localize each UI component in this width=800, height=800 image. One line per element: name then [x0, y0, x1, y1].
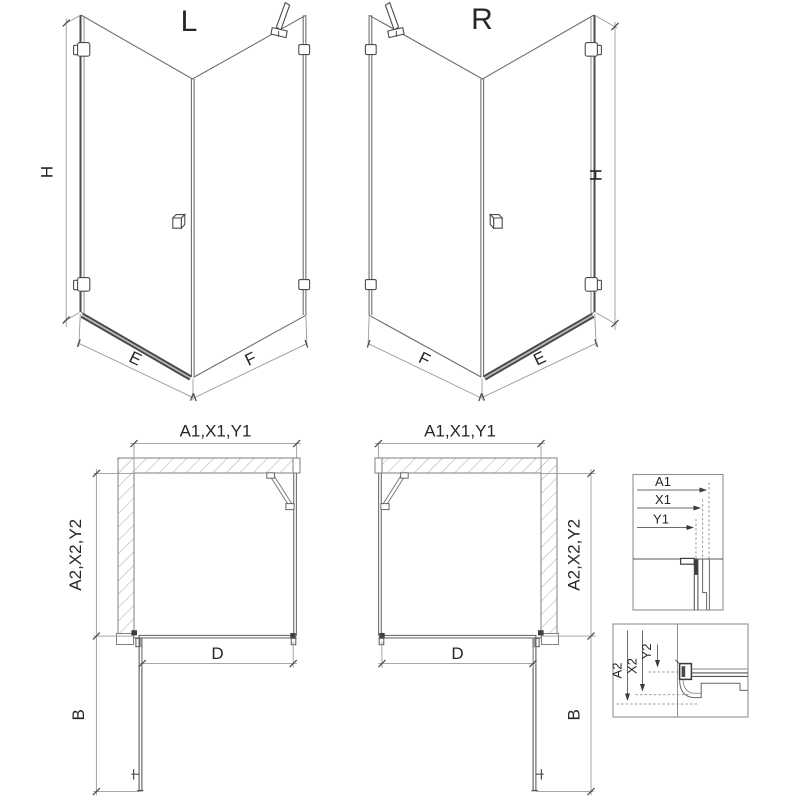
dim-label-h-right: H: [586, 168, 606, 182]
dim-label-a2x2y2-left: A2,X2,Y2: [66, 518, 85, 591]
wall-bracket-top: [365, 45, 376, 55]
glass-clamp: [680, 664, 692, 680]
corner-mark: [379, 633, 384, 638]
dim-label-b-right: B: [564, 709, 584, 721]
dim-label-a1x1y1-right: A1,X1,Y1: [424, 421, 496, 441]
wall-bracket-bottom: [365, 280, 376, 290]
detail-tray-profile: [610, 624, 749, 717]
wall-profile-end: [375, 458, 382, 473]
detail-label-y2: Y2: [639, 643, 654, 660]
wall-bracket-top: [299, 45, 310, 55]
hinge-mark: [538, 630, 544, 635]
detail-label-a1: A1: [655, 474, 671, 489]
view-label-left: L: [180, 5, 198, 38]
detail-wall-profile: [633, 474, 723, 610]
door-handle: [173, 215, 185, 229]
dim-label-f-left: F: [241, 348, 260, 370]
dim-label-f-right: F: [415, 348, 434, 370]
detail-label-y1: Y1: [653, 511, 669, 527]
wall-profile-end: [293, 458, 300, 473]
wall-foot-profile: [117, 634, 134, 645]
dim-label-b-left: B: [69, 709, 88, 721]
detail-label-x1: X1: [655, 492, 671, 507]
corner-mark: [290, 633, 295, 638]
view-label-right: R: [471, 3, 493, 36]
dim-label-d-left: D: [211, 643, 224, 663]
wall-foot-profile: [542, 634, 559, 645]
dim-label-e-right: E: [530, 347, 549, 370]
detail-label-x2: X2: [624, 658, 640, 674]
door-handle: [490, 215, 502, 229]
wall-bracket-bottom: [299, 280, 310, 290]
dim-label-e-left: E: [126, 347, 145, 370]
dim-label-d-right: D: [451, 643, 464, 663]
dim-label-h-left: H: [37, 165, 57, 179]
hinge-mark: [131, 630, 137, 635]
detail-label-a2: A2: [609, 662, 625, 679]
dim-label-a1x1y1-left: A1,X1,Y1: [179, 421, 252, 441]
dim-label-a2x2y2-right: A2,X2,Y2: [564, 518, 584, 591]
